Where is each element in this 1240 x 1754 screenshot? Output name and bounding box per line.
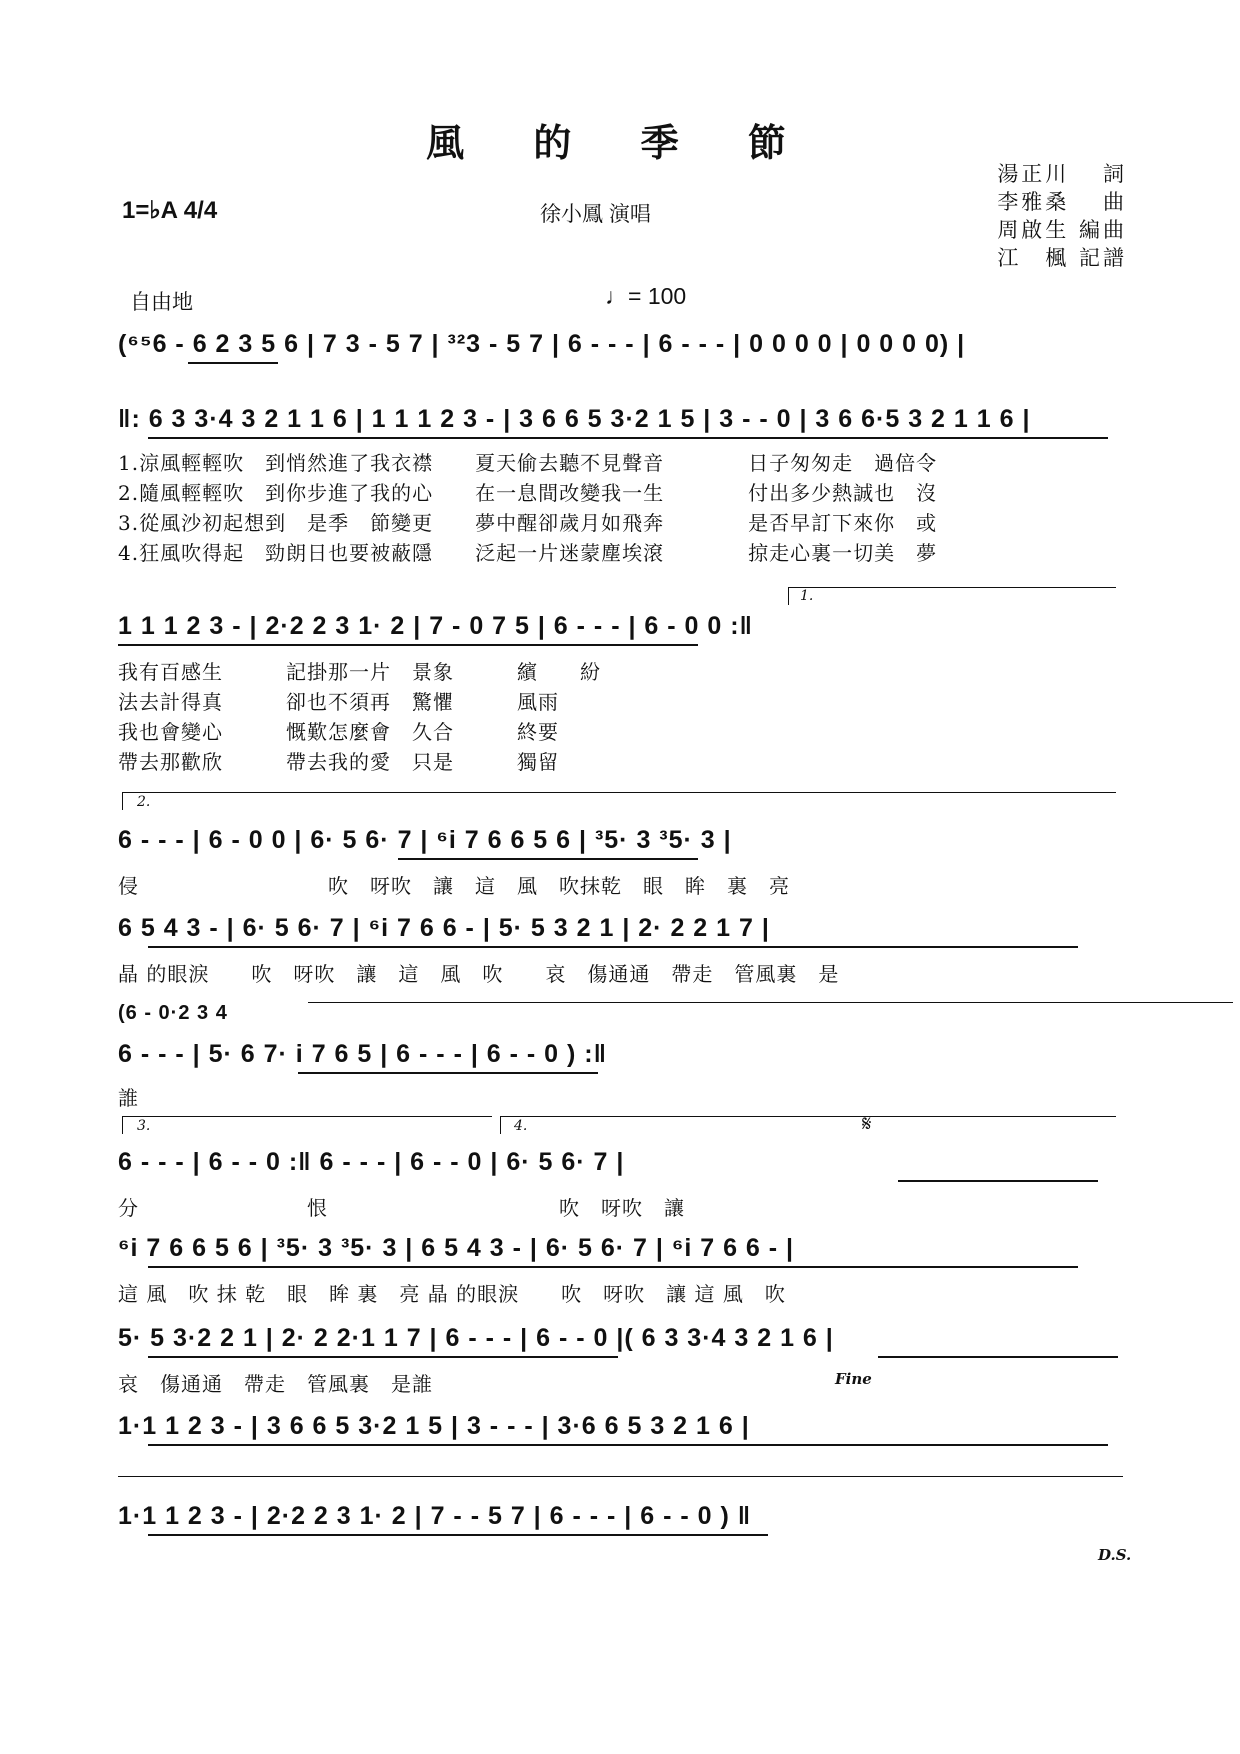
lyric-line: 分 恨 吹 呀吹 讓 [118,1196,685,1220]
lyric-line-1: 我有百感生 記掛那一片 景象 繽 紛 [118,660,601,684]
ds-mark: D.S. [1098,1546,1132,1564]
notes-row: (⁶⁵6 - 6 2 3 5 6 | 7 3 - 5 7 | ³²3 - 5 7 | 6 - - - | 6 - - - | 0 0 0 0 | 0 0 0 0) | [118,330,966,358]
lyric-line: 這 風 吹 抹 乾 眼 眸 裏 亮 晶 的眼淚 吹 呀吹 讓 這 風 吹 [118,1282,786,1306]
notes-row: 6 - - - | 5· 6 7· i 7 6 5 | 6 - - - | 6 - - 0 ) :‖ [118,1040,608,1068]
notes-row: 1·1 1 2 3 - | 3 6 6 5 3·2 1 5 | 3 - - - | 3·6 6 5 3 2 1 6 | [118,1412,750,1440]
lyric-line-2: 2.隨風輕輕吹 到你步進了我的心 在一息間改變我一生 付出多少熱誠也 沒 [118,481,938,505]
lyric-line-3: 3.從風沙初起想到 是季 節變更 夢中醒卻歲月如飛奔 是否早訂下來你 或 [118,511,938,535]
volta-2-label: 2. [137,794,151,810]
fine-mark: Fine [835,1370,872,1388]
volta-3-tick [122,1116,123,1134]
lyric-line-3: 我也會變心 慨歎怎麼會 久合 終要 [118,720,559,744]
notes-row: 6 - - - | 6 - - 0 :‖ 6 - - - | 6 - - 0 | 6· 5 6· 7 | [118,1148,625,1176]
notes-row: ⁶i 7 6 6 5 6 | ³5· 3 ³5· 3 | 6 5 4 3 - | 6· 5 6· 7 | ⁶i 7 6 6 - | [118,1234,795,1262]
performer: 徐小鳳 演唱 [540,203,651,226]
volta-4-label: 4. [514,1118,528,1134]
volta-2-line [122,792,1116,793]
lyric-line-4: 帶去那歡欣 帶去我的愛 只是 獨留 [118,750,559,774]
notes-row: 6 5 4 3 - | 6· 5 6· 7 | ⁶i 7 6 6 - | 5· 5 3 2 1 | 2· 2 2 1 7 | [118,914,770,942]
volta-1-line [788,587,1116,588]
tempo-free: 自由地 [130,291,193,314]
lyric-line: 晶 的眼淚 吹 呀吹 讓 這 風 吹 哀 傷通通 帶走 管風裏 是 [118,962,840,986]
notes-row: 1·1 1 2 3 - | 2·2 2 3 1· 2 | 7 - - 5 7 | 6 - - - | 6 - - 0 ) ‖ [118,1502,752,1530]
credit-composer: 李雅桑 曲 [997,190,1127,214]
volta-1-label: 1. [800,588,814,604]
volta-4-tick [500,1116,501,1134]
lyric-line: 侵 吹 呀吹 讓 這 風 吹抹乾 眼 眸 裏 亮 [118,874,790,898]
key-text: 1=♭A [122,197,178,224]
volta-1-tick [788,587,789,605]
credit-arranger: 周啟生 編曲 [997,218,1127,242]
key-signature [122,196,217,225]
volta-4-line [500,1116,1116,1117]
song-title: 風 的 季 節 [426,120,814,165]
tempo-mark: ♩= 100 [605,283,687,309]
credit-lyricist: 湯正川 詞 [997,162,1127,186]
volta-2-tick [122,792,123,810]
lyric-line: 哀 傷通通 帶走 管風裏 是誰 [118,1372,433,1396]
volta-3-line [122,1116,492,1117]
volta-3-label: 3. [137,1118,151,1134]
lyric-line-4: 4.狂風吹得起 勁朗日也要被蔽隱 泛起一片迷蒙塵埃滾 掠走心裏一切美 夢 [118,541,938,565]
lyric-line: 誰 [118,1086,139,1110]
time-signature: 4/4 [183,197,218,224]
lyric-line-1: 1.涼風輕輕吹 到悄然進了我衣襟 夏天偷去聽不見聲音 日子匆匆走 過倍令 [118,451,938,475]
credit-transcriber: 江 楓 記譜 [997,246,1127,270]
notes-row: 1 1 1 2 3 - | 2·2 2 3 1· 2 | 7 - 0 7 5 | 6 - - - | 6 - 0 0 :‖ [118,612,753,640]
cue-notes: (6 - 0·2 3 4 [118,1002,228,1024]
segno-sign: 𝄋 [862,1112,872,1137]
separator-line [118,1476,1123,1477]
notes-row: 6 - - - | 6 - 0 0 | 6· 5 6· 7 | ⁶i 7 6 6 5 6 | ³5· 3 ³5· 3 | [118,826,732,854]
notes-row: ‖: 6 3 3·4 3 2 1 1 6 | 1 1 1 2 3 - | 3 6 6 5 3·2 1 5 | 3 - - 0 | 3 6 6·5 3 2 1 1 6 | [118,405,1031,433]
lyric-line-2: 法去計得真 卻也不須再 驚懼 風雨 [118,690,559,714]
notes-row: 5· 5 3·2 2 1 | 2· 2 2·1 1 7 | 6 - - - | 6 - - 0 |( 6 3 3·4 3 2 1 6 | [118,1324,834,1352]
cue-line [308,1002,1233,1003]
